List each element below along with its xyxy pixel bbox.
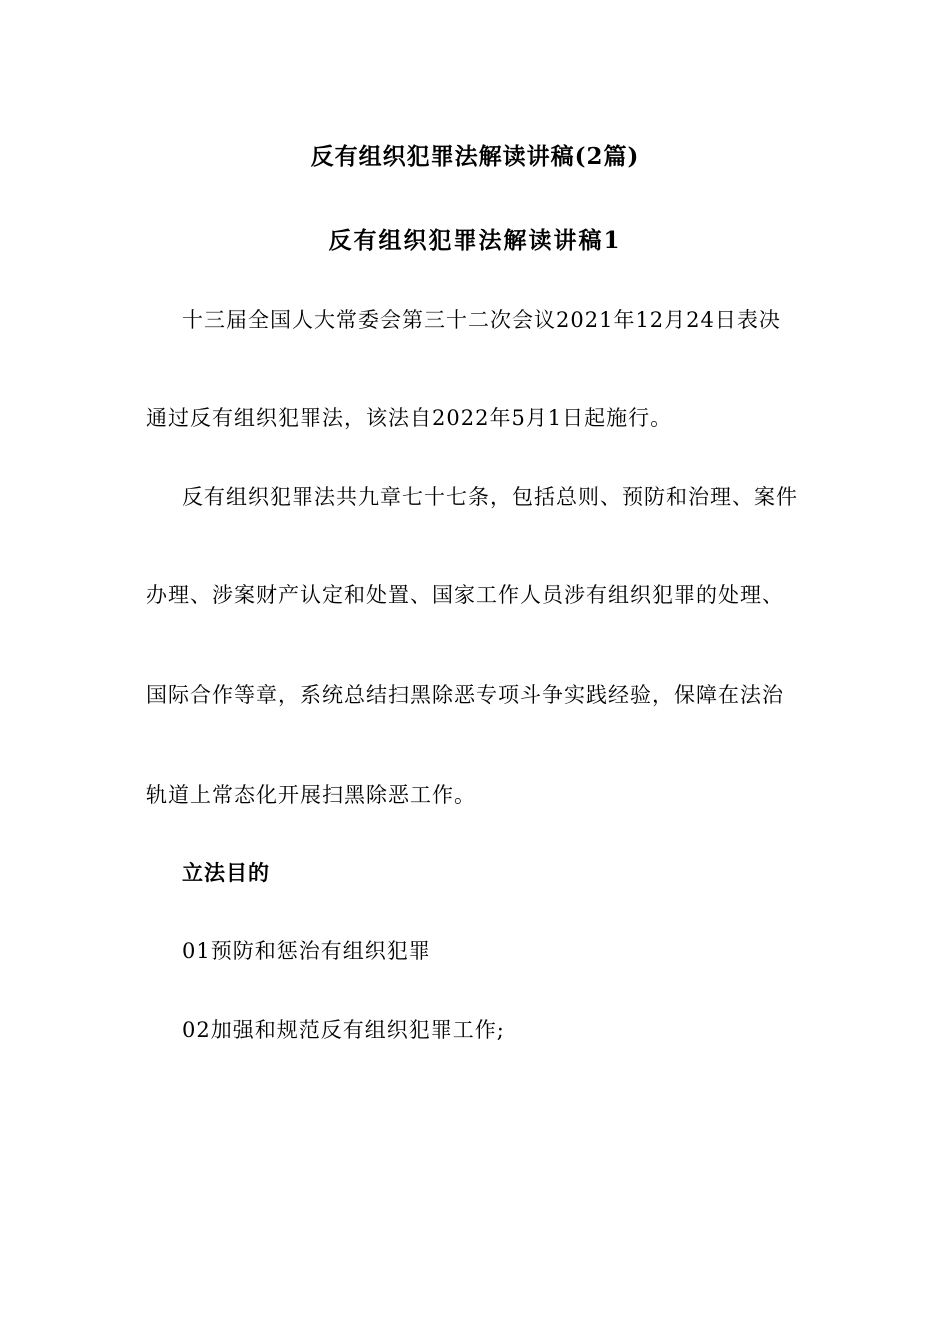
purpose-heading: 立法目的 [182, 860, 270, 885]
paragraph2-line4: 轨道上常态化开展扫黑除恶工作。 [146, 783, 476, 807]
paragraph2-line2: 办理、涉案财产认定和处置、国家工作人员涉有组织犯罪的处理、 [146, 583, 784, 607]
paragraph2-line3: 国际合作等章，系统总结扫黑除恶专项斗争实践经验，保障在法治 [146, 683, 784, 707]
purpose-item-1: 01预防和惩治有组织犯罪 [182, 939, 431, 963]
paragraph1-line1: 十三届全国人大常委会第三十二次会议2021年12月24日表决 [182, 308, 781, 332]
paragraph1-line2: 通过反有组织犯罪法，该法自2022年5月1日起施行。 [146, 406, 673, 430]
purpose-item-2: 02加强和规范反有组织犯罪工作; [182, 1018, 505, 1042]
paragraph2-line1: 反有组织犯罪法共九章七十七条，包括总则、预防和治理、案件 [182, 485, 798, 509]
section-title: 反有组织犯罪法解读讲稿1 [328, 227, 622, 254]
document-title: 反有组织犯罪法解读讲稿(2篇) [310, 143, 640, 170]
